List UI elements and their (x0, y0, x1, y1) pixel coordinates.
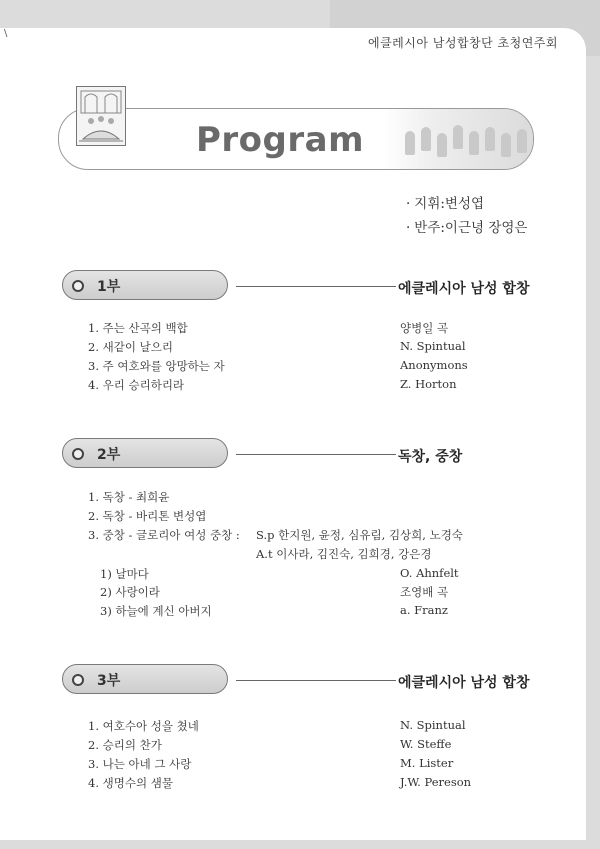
composer: N. Spintual (400, 718, 466, 732)
composer: Anonymons (400, 358, 468, 372)
program-item: 1. 주는 산곡의 백합 (88, 321, 188, 335)
composer: 조영배 곡 (400, 585, 449, 599)
composer: O. Ahnfelt (400, 566, 459, 580)
program-item: 3. 주 여호와를 앙망하는 자 (88, 359, 225, 373)
part-1-pill (62, 270, 228, 300)
conductor-text: 지휘:변성엽 (414, 196, 485, 212)
accompanist-text: 반주:이근녕 장영은 (414, 220, 528, 236)
composer: W. Steffe (400, 737, 452, 751)
part-2-subtitle: 독창, 중창 (398, 449, 463, 465)
program-item: 1. 여호수아 성을 쳤네 (88, 719, 199, 733)
composer: M. Lister (400, 756, 454, 770)
composer: Z. Horton (400, 377, 457, 391)
composer: 양병일 곡 (400, 321, 449, 335)
part-1-subtitle: 에클레시아 남성 합창 (398, 281, 530, 297)
bullet: · (406, 220, 411, 236)
part-2-pill (62, 438, 228, 468)
part-3-subtitle: 에클레시아 남성 합창 (398, 675, 530, 691)
part-3-label: 3부 (97, 673, 121, 689)
circle-bullet-icon (72, 448, 84, 460)
part-1-divider (236, 286, 396, 287)
page-title: Program (196, 120, 365, 160)
program-item: 3. 나는 아네 그 사랑 (88, 757, 192, 771)
header-title: 에클레시아 남성합창단 초청연주회 (367, 36, 558, 50)
program-item: 4. 우리 승리하리라 (88, 378, 185, 392)
program-item: 4. 생명수의 샘물 (88, 776, 173, 790)
soprano-members: S.p 한지원, 윤정, 심유림, 김상희, 노경숙 (256, 528, 463, 542)
choir-photo (383, 109, 533, 169)
alto-members: A.t 이사라, 김진숙, 김희경, 강은경 (256, 547, 432, 561)
part-1-label: 1부 (97, 279, 121, 295)
choir-stage-icon (76, 86, 126, 146)
program-subitem: 2) 사랑이라 (100, 585, 160, 599)
accompanist-credit (406, 216, 527, 236)
corner-mark: \ (4, 28, 8, 39)
part-3-divider (236, 680, 396, 681)
part-3-pill (62, 664, 228, 694)
part-2-divider (236, 454, 396, 455)
program-item: 2. 독창 - 바리톤 변성엽 (88, 509, 207, 523)
program-item: 2. 승리의 찬가 (88, 738, 162, 752)
program-item: 2. 새같이 날으리 (88, 340, 173, 354)
composer: N. Spintual (400, 339, 466, 353)
circle-bullet-icon (72, 280, 84, 292)
bullet: · (406, 196, 411, 212)
conductor-credit (406, 192, 484, 212)
program-item: 3. 중창 - 글로리아 여성 중창 : (88, 528, 240, 542)
part-2-label: 2부 (97, 447, 121, 463)
program-item: 1. 독창 - 최희윤 (88, 490, 170, 504)
circle-bullet-icon (72, 674, 84, 686)
program-subitem: 3) 하늘에 계신 아버지 (100, 604, 212, 618)
composer: J.W. Pereson (400, 775, 472, 789)
composer: a. Franz (400, 603, 448, 617)
program-subitem: 1) 날마다 (100, 567, 149, 581)
